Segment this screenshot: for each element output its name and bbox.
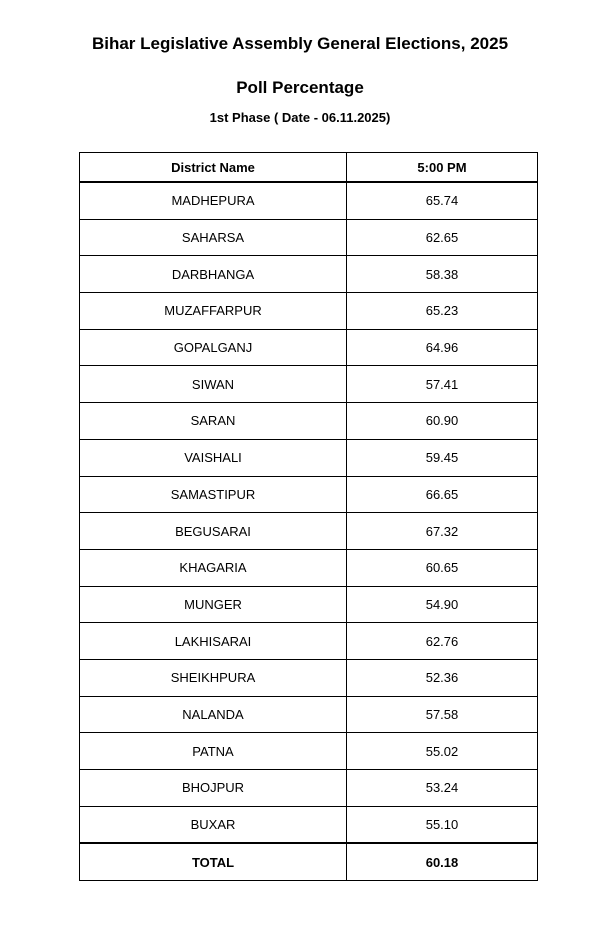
poll-percentage-cell: 60.65 xyxy=(347,549,538,586)
district-name-cell: MUZAFFARPUR xyxy=(80,293,347,330)
table-row xyxy=(80,293,538,330)
total-row xyxy=(80,843,538,880)
table-row xyxy=(80,366,538,403)
poll-percentage-cell: 57.58 xyxy=(347,696,538,733)
district-name-cell: SIWAN xyxy=(80,366,347,403)
table-row xyxy=(80,513,538,550)
poll-percentage-cell: 55.10 xyxy=(347,806,538,843)
poll-percentage-cell: 62.65 xyxy=(347,219,538,256)
district-name-cell: LAKHISARAI xyxy=(80,623,347,660)
table-row xyxy=(80,770,538,807)
district-name-cell: PATNA xyxy=(80,733,347,770)
table-row xyxy=(80,733,538,770)
poll-percentage-cell: 53.24 xyxy=(347,770,538,807)
table-row xyxy=(80,623,538,660)
poll-percentage-cell: 58.38 xyxy=(347,256,538,293)
table-body xyxy=(80,182,538,843)
district-name-cell: MUNGER xyxy=(80,586,347,623)
table-row xyxy=(80,549,538,586)
poll-percentage-cell: 57.41 xyxy=(347,366,538,403)
poll-percentage-cell: 67.32 xyxy=(347,513,538,550)
poll-percentage-cell: 55.02 xyxy=(347,733,538,770)
table-row xyxy=(80,659,538,696)
poll-percentage-cell: 54.90 xyxy=(347,586,538,623)
total-label: TOTAL xyxy=(80,843,347,880)
poll-percentage-table xyxy=(79,152,538,881)
district-name-cell: SARAN xyxy=(80,403,347,440)
total-value: 60.18 xyxy=(347,843,538,880)
table-row xyxy=(80,586,538,623)
table-row xyxy=(80,476,538,513)
page-title: Bihar Legislative Assembly General Elections, 2025 xyxy=(91,34,509,53)
poll-percentage-cell: 52.36 xyxy=(347,659,538,696)
district-name-cell: BHOJPUR xyxy=(80,770,347,807)
district-name-cell: DARBHANGA xyxy=(80,256,347,293)
table-row xyxy=(80,256,538,293)
column-header-district: District Name xyxy=(80,153,347,183)
table-row xyxy=(80,182,538,219)
column-header-time: 5:00 PM xyxy=(347,153,538,183)
table-row xyxy=(80,403,538,440)
poll-percentage-cell: 60.90 xyxy=(347,403,538,440)
table-row xyxy=(80,329,538,366)
poll-percentage-cell: 65.23 xyxy=(347,293,538,330)
table-row xyxy=(80,696,538,733)
table-row xyxy=(80,806,538,843)
poll-percentage-cell: 62.76 xyxy=(347,623,538,660)
poll-percentage-cell: 59.45 xyxy=(347,439,538,476)
phase-date: 1st Phase ( Date - 06.11.2025) xyxy=(209,110,391,125)
district-name-cell: KHAGARIA xyxy=(80,549,347,586)
district-name-cell: VAISHALI xyxy=(80,439,347,476)
poll-percentage-cell: 64.96 xyxy=(347,329,538,366)
district-name-cell: BUXAR xyxy=(80,806,347,843)
district-name-cell: SAHARSA xyxy=(80,219,347,256)
district-name-cell: MADHEPURA xyxy=(80,182,347,219)
table-header-row xyxy=(80,153,538,183)
district-name-cell: SAMASTIPUR xyxy=(80,476,347,513)
page-subtitle: Poll Percentage xyxy=(236,78,364,97)
poll-percentage-cell: 66.65 xyxy=(347,476,538,513)
district-name-cell: SHEIKHPURA xyxy=(80,659,347,696)
table-row xyxy=(80,439,538,476)
district-name-cell: NALANDA xyxy=(80,696,347,733)
table-row xyxy=(80,219,538,256)
district-name-cell: GOPALGANJ xyxy=(80,329,347,366)
poll-percentage-cell: 65.74 xyxy=(347,182,538,219)
district-name-cell: BEGUSARAI xyxy=(80,513,347,550)
